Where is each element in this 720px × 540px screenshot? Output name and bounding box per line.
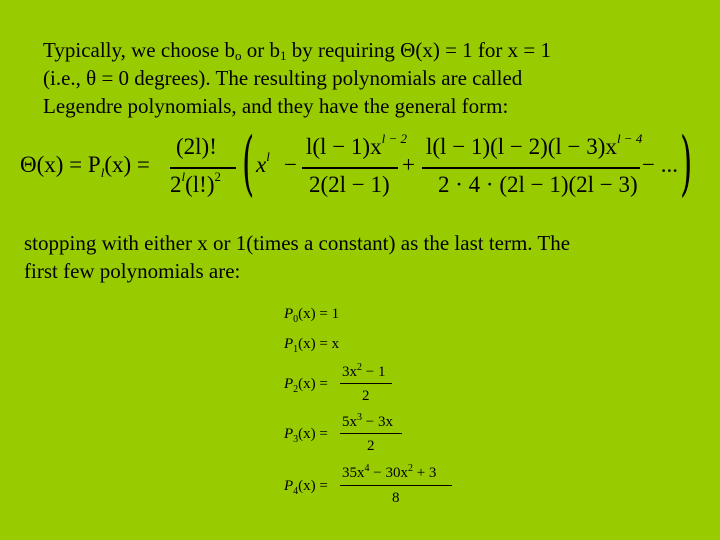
polynomial-p3-bar: [340, 433, 402, 434]
stopping-paragraph: [24, 229, 704, 285]
right-parenthesis: ): [680, 122, 693, 204]
fraction1-numerator: $l(l - 1)x^{l - 2}$: [306, 131, 407, 159]
coef-fraction-bar: [170, 167, 236, 169]
polynomial-p4-lhs: $P_4(x)$ =: [284, 478, 328, 497]
formula-ellipsis: − ...: [642, 152, 678, 177]
fraction2-bar: [422, 167, 640, 169]
polynomial-p4-denominator: 8: [392, 490, 400, 506]
fraction2-denominator: 2 · 4 · (2l − 1)(2l − 3): [438, 172, 638, 197]
formula-lhs: $\Theta(x) = P_l(x)$ =: [20, 152, 150, 180]
polynomial-p3-lhs: $P_3(x)$ =: [284, 426, 328, 445]
legendre-general-formula: [16, 122, 716, 204]
intro-line-1: Typically, we choose $b_o$ or $b_1$ by requiring Θ(x) = 1 for x = 1: [43, 38, 552, 63]
polynomial-p4-numerator: $35x^4 - 30x^2 + 3$: [342, 463, 437, 481]
polynomial-p1: $P_1(x) = x$: [284, 336, 340, 355]
polynomial-p3-numerator: $5x^3 - 3x$: [342, 412, 393, 430]
minus-sign: −: [284, 152, 297, 177]
polynomial-p3-denominator: 2: [367, 438, 375, 454]
polynomial-p2-denominator: 2: [362, 388, 370, 404]
term-x-power-l: $x^l$: [256, 149, 270, 177]
intro-line-2: (i.e., θ = 0 degrees). The resulting polynomials are called: [43, 66, 523, 90]
coef-denominator: $2^l(l!)^2$: [170, 169, 221, 197]
plus-sign: +: [402, 152, 415, 177]
fraction1-denominator: 2(2l − 1): [309, 172, 390, 197]
polynomial-p2-bar: [340, 383, 392, 384]
polynomial-p2-numerator: $3x^2 - 1$: [342, 362, 386, 380]
left-parenthesis: (: [242, 122, 255, 204]
intro-line-3: Legendre polynomials, and they have the general form:: [43, 94, 509, 118]
fraction2-numerator: $l(l - 1)(l - 2)(l - 3)x^{l - 4}$: [426, 131, 643, 159]
polynomial-p0: $P_0(x) = 1$: [284, 306, 340, 325]
stop-line-1: stopping with either x or 1(times a constant) as the last term. The: [24, 231, 571, 255]
fraction1-bar: [302, 167, 398, 169]
polynomial-p2-lhs: $P_2(x)$ =: [284, 376, 328, 395]
stop-line-2: first few polynomials are:: [24, 259, 241, 283]
legendre-polynomial-list: [284, 306, 484, 516]
coef-numerator: (2l)!: [176, 134, 217, 159]
polynomial-p4-bar: [340, 485, 452, 486]
intro-paragraph: [43, 36, 683, 120]
